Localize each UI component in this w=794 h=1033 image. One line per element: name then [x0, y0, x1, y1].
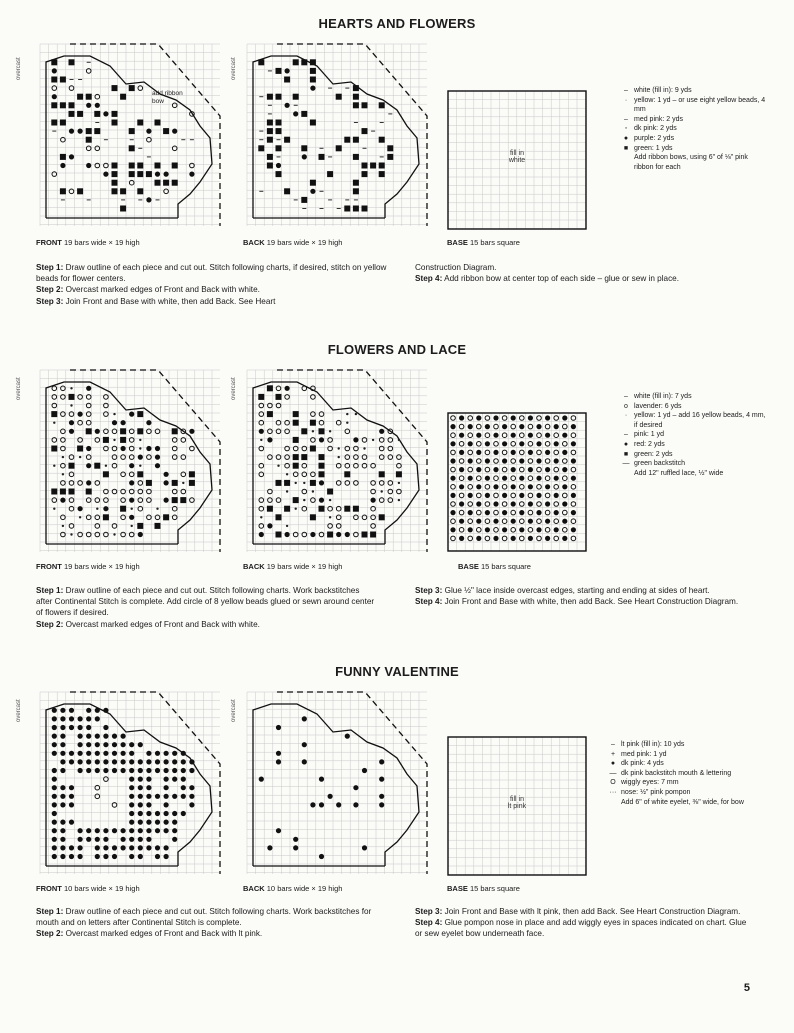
section-title-funny-valentine: FUNNY VALENTINE	[335, 664, 459, 679]
base-caption: BASE 15 bars square	[458, 562, 531, 571]
legend-note: Add 12" ruffled lace, ½" wide	[634, 469, 724, 477]
grid-lines	[40, 370, 220, 552]
legend-item: — dk pink backstitch mouth & lettering	[609, 769, 732, 777]
step: Step 1: Draw outline of each piece and cut out. Stitch following charts. Work backstitches after Continental Stitch is complete. Add circle of 8 yellow beads glued or sewn around center of flowers if desired.	[36, 586, 375, 618]
base-fill-note: fill in white	[508, 150, 526, 164]
front-chart-funny-valentine	[36, 688, 226, 880]
legend-item: o lavender: 6 yds	[624, 402, 682, 410]
stitch-marks	[259, 716, 385, 859]
legend-item: – lt pink (fill in): 10 yds	[611, 741, 685, 748]
front-chart-hearts-and-flowers	[36, 40, 226, 232]
steps-right-flowers-and-lace	[415, 585, 755, 607]
legend-item: ● red: 2 yds	[623, 440, 665, 448]
heart-outline	[253, 56, 419, 218]
legend-item: – white (fill in): 7 yds	[624, 393, 692, 400]
overcast-label: overcast	[16, 377, 22, 400]
legend-note: Add ribbon bows, using 6" of ⅛" pink ribbon for each	[634, 154, 748, 171]
steps-right-funny-valentine	[415, 906, 755, 940]
overcast-label: overcast	[231, 57, 237, 80]
back-chart-funny-valentine	[243, 688, 433, 880]
step: Step 3: Glue ½" lace inside overcast edges, starting and ending at sides of heart.	[415, 586, 710, 595]
stitch-marks	[450, 415, 576, 541]
back-chart-flowers-and-lace	[243, 366, 433, 558]
front-caption: FRONT 19 bars wide × 19 high	[36, 562, 140, 571]
step: Step 1: Draw outline of each piece and cut out. Stitch following charts, if desired, stitch on yellow beads for flower centers.	[36, 263, 387, 284]
section-title-flowers-and-lace: FLOWERS AND LACE	[327, 342, 467, 357]
step: Step 4: Add ribbon bow at center top of each side – glue or sew in place.	[415, 274, 679, 284]
legend-item: – pink: 1 yd	[624, 431, 664, 439]
legend-funny-valentine	[605, 740, 755, 807]
legend-item: · yellow: 1 yd – or use eight yellow beads, 4 mm	[624, 96, 766, 114]
legend-item: O wiggly eyes: 7 mm	[610, 779, 679, 787]
step: Step 2: Overcast marked edges of Front and Back with white.	[36, 619, 260, 629]
step: Step 3: Join Front and Base with white, then add Back. See Heart	[36, 296, 276, 306]
back-caption: BACK 10 bars wide × 19 high	[243, 884, 343, 893]
ribbon-annotation: add ribbon bow	[152, 90, 183, 105]
legend-item: — green backstitch	[622, 460, 685, 468]
legend-item: ··· nose: ½" pink pompon	[609, 788, 691, 796]
overcast-label: overcast	[16, 699, 22, 722]
base-fill-note: fill in lt pink	[507, 796, 527, 810]
step: Step 2: Overcast marked edges of Front and Back with white.	[36, 285, 260, 295]
legend-item: ● purple: 2 yds	[623, 134, 675, 142]
back-caption: BACK 19 bars wide × 19 high	[243, 238, 343, 247]
legend-note: Add 6" of white eyelet, ⅜" wide, for bow	[621, 798, 744, 806]
front-caption: FRONT 19 bars wide × 19 high	[36, 238, 140, 247]
grid-lines	[247, 692, 427, 874]
steps-left-hearts-and-flowers	[36, 262, 396, 307]
steps-right-hearts-and-flowers	[415, 262, 755, 284]
legend-item: ■ green: 1 yds	[623, 144, 673, 152]
front-caption: FRONT 10 bars wide × 19 high	[36, 884, 140, 893]
step: Construction Diagram.	[415, 263, 497, 272]
legend-item: ■ green: 2 yds	[623, 450, 673, 458]
legend-item: – med pink: 2 yds	[624, 115, 684, 123]
legend-item: · yellow: 1 yd – add 16 yellow beads, 4 mm, if desired	[624, 412, 766, 429]
step: Step 1: Draw outline of each piece and cut out. Stitch following charts. Work backstitches for mouth and on letters after Continental Stitch is complete.	[36, 907, 372, 928]
steps-left-funny-valentine	[36, 906, 376, 940]
legend-item: + med pink: 1 yd	[610, 750, 667, 758]
legend-item: ◦ dk pink: 2 yds	[624, 125, 677, 133]
legend-hearts-and-flowers	[618, 86, 768, 172]
step: Step 4: Join Front and Base with white, then add Back. See Heart Construction Diagram.	[415, 597, 739, 607]
stitch-marks	[52, 708, 195, 859]
stitch-marks	[258, 59, 393, 211]
grid-lines	[247, 44, 427, 226]
stitch-marks	[51, 386, 195, 537]
stitch-marks	[258, 385, 402, 537]
back-caption: BACK 19 bars wide × 19 high	[243, 562, 343, 571]
overcast-label: overcast	[231, 377, 237, 400]
front-chart-flowers-and-lace	[36, 366, 226, 558]
legend-flowers-and-lace	[618, 392, 768, 478]
legend-item: ● dk pink: 4 yds	[610, 760, 664, 768]
stitch-marks	[51, 59, 194, 211]
section-title-hearts-and-flowers: HEARTS AND FLOWERS	[318, 16, 476, 31]
base-caption: BASE 15 bars square	[447, 238, 520, 247]
base-caption: BASE 15 bars square	[447, 884, 520, 893]
base-chart-flowers-and-lace	[447, 412, 587, 552]
steps-left-flowers-and-lace	[36, 585, 376, 630]
grid-lines	[40, 44, 220, 226]
step: Step 2: Overcast marked edges of Front and Back with lt pink.	[36, 929, 263, 939]
legend-item: – white (fill in): 9 yds	[624, 87, 692, 94]
overcast-label: overcast	[16, 57, 22, 80]
back-chart-hearts-and-flowers	[243, 40, 433, 232]
step: Step 3: Join Front and Base with lt pink, then add Back. See Heart Construction Diagram.	[415, 907, 741, 916]
step: Step 4: Glue pompon nose in place and add wiggly eyes in spaces indicated on chart. Glue or sew eyelet bow underneath face.	[415, 918, 747, 939]
overcast-label: overcast	[231, 699, 237, 722]
page-number: 5	[743, 982, 750, 994]
